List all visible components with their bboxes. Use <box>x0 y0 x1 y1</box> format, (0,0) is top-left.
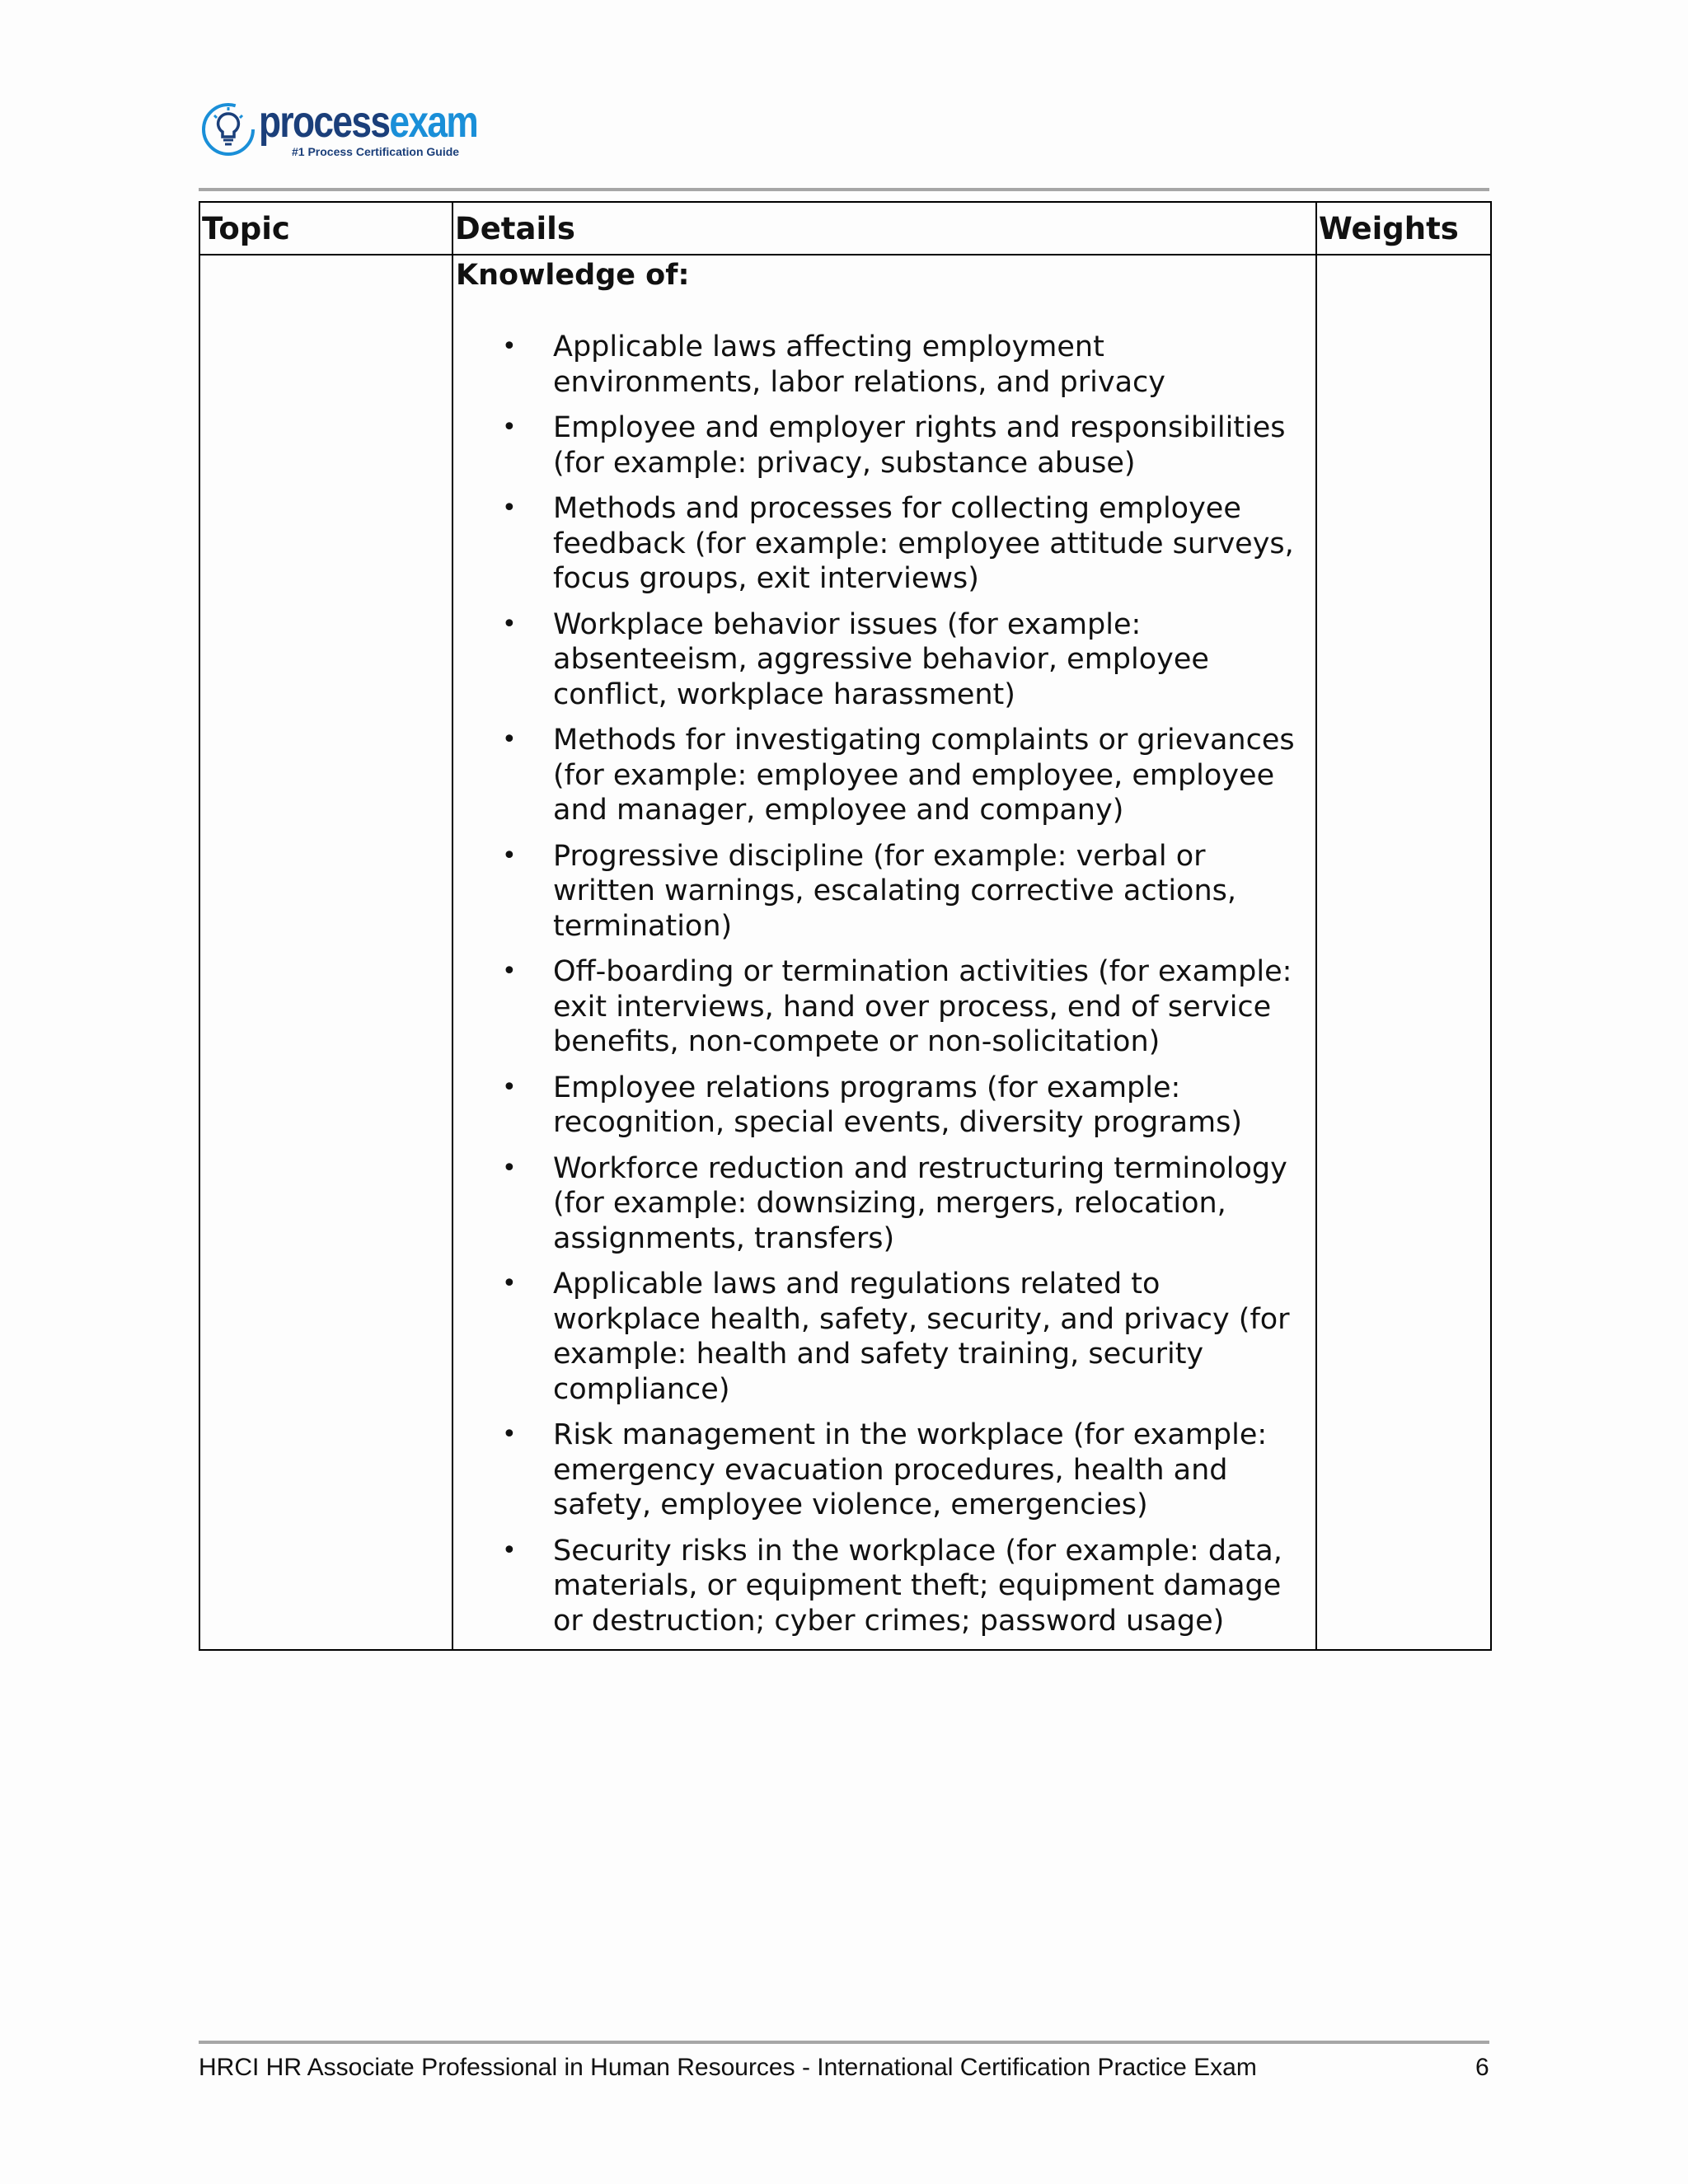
list-item <box>456 954 1312 1060</box>
bullet-icon: • <box>502 1420 517 1449</box>
brand-wordmark <box>259 97 477 147</box>
list-item <box>456 330 1312 400</box>
knowledge-list <box>456 330 1312 1638</box>
bullet-icon: • <box>502 1072 517 1102</box>
list-item <box>456 1267 1312 1407</box>
bullet-icon: • <box>502 413 517 442</box>
bullet-icon: • <box>502 1153 517 1183</box>
list-item <box>456 723 1312 828</box>
header-weights: Weights <box>1316 202 1491 255</box>
bullet-icon: • <box>502 725 517 754</box>
list-item-text: Applicable laws and regulations related to workplace health, safety, security, and privacy (for example: health and safety training, security compliance) <box>553 1268 1290 1406</box>
page-number: 6 <box>1475 2054 1489 2081</box>
knowledge-heading: Knowledge of: <box>456 259 690 292</box>
weights-cell <box>1316 255 1491 1650</box>
exam-topics-table <box>199 201 1492 1651</box>
list-item-text: Employee relations programs (for example: recognition, special events, diversity programs) <box>553 1071 1243 1139</box>
bullet-icon: • <box>502 957 517 986</box>
details-cell <box>452 255 1316 1650</box>
header-details: Details <box>452 202 1316 255</box>
footer-title: HRCI HR Associate Professional in Human Resources - International Certification Practice Exam <box>199 2054 1257 2081</box>
bullet-icon: • <box>502 494 517 523</box>
header-divider <box>199 188 1489 191</box>
list-item <box>456 1151 1312 1257</box>
brand-name-part1: process <box>259 97 390 147</box>
brand-logo <box>199 97 513 163</box>
list-item <box>456 491 1312 597</box>
table-header-row <box>199 202 1491 255</box>
list-item-text: Methods and processes for collecting employee feedback (for example: employee attitude surveys, focus groups, exit interviews) <box>553 492 1294 595</box>
list-item <box>456 607 1312 713</box>
list-item-text: Employee and employer rights and responsibilities (for example: privacy, substance abuse) <box>553 411 1286 480</box>
list-item <box>456 410 1312 480</box>
table-row <box>199 255 1491 1650</box>
list-item <box>456 1418 1312 1523</box>
list-item-text: Workforce reduction and restructuring terminology (for example: downsizing, mergers, relocation, assignments, transfers) <box>553 1151 1287 1255</box>
brand-name-part2: exam <box>389 97 478 147</box>
list-item <box>456 1534 1312 1639</box>
footer-divider <box>199 2041 1489 2044</box>
bullet-icon: • <box>502 332 517 361</box>
brand-tagline: #1 Process Certification Guide <box>292 145 460 158</box>
bullet-icon: • <box>502 841 517 870</box>
list-item-text: Off-boarding or termination activities (for example: exit interviews, hand over process, end of service benefits, non-compete or non-solicitation) <box>553 955 1292 1058</box>
header-topic: Topic <box>199 202 452 255</box>
bullet-icon: • <box>502 1535 517 1565</box>
list-item-text: Methods for investigating complaints or grievances (for example: employee and employee, employee and manager, employee and company) <box>553 724 1295 827</box>
list-item-text: Workplace behavior issues (for example: absenteeism, aggressive behavior, employee conflict, workplace harassment) <box>553 607 1209 711</box>
bullet-icon: • <box>502 1269 517 1298</box>
lightbulb-icon <box>199 101 257 158</box>
topic-cell <box>199 255 452 1650</box>
list-item-text: Progressive discipline (for example: verbal or written warnings, escalating corrective actions, termination) <box>553 839 1237 943</box>
list-item <box>456 1071 1312 1141</box>
list-item-text: Applicable laws affecting employment environments, labor relations, and privacy <box>553 330 1165 399</box>
bullet-icon: • <box>502 609 517 639</box>
list-item-text: Security risks in the workplace (for example: data, materials, or equipment theft; equipment damage or destruction; cyber crimes; password usage) <box>553 1534 1282 1638</box>
list-item <box>456 839 1312 944</box>
list-item-text: Risk management in the workplace (for example: emergency evacuation procedures, health and safety, employee violence, emergencies) <box>553 1418 1268 1521</box>
